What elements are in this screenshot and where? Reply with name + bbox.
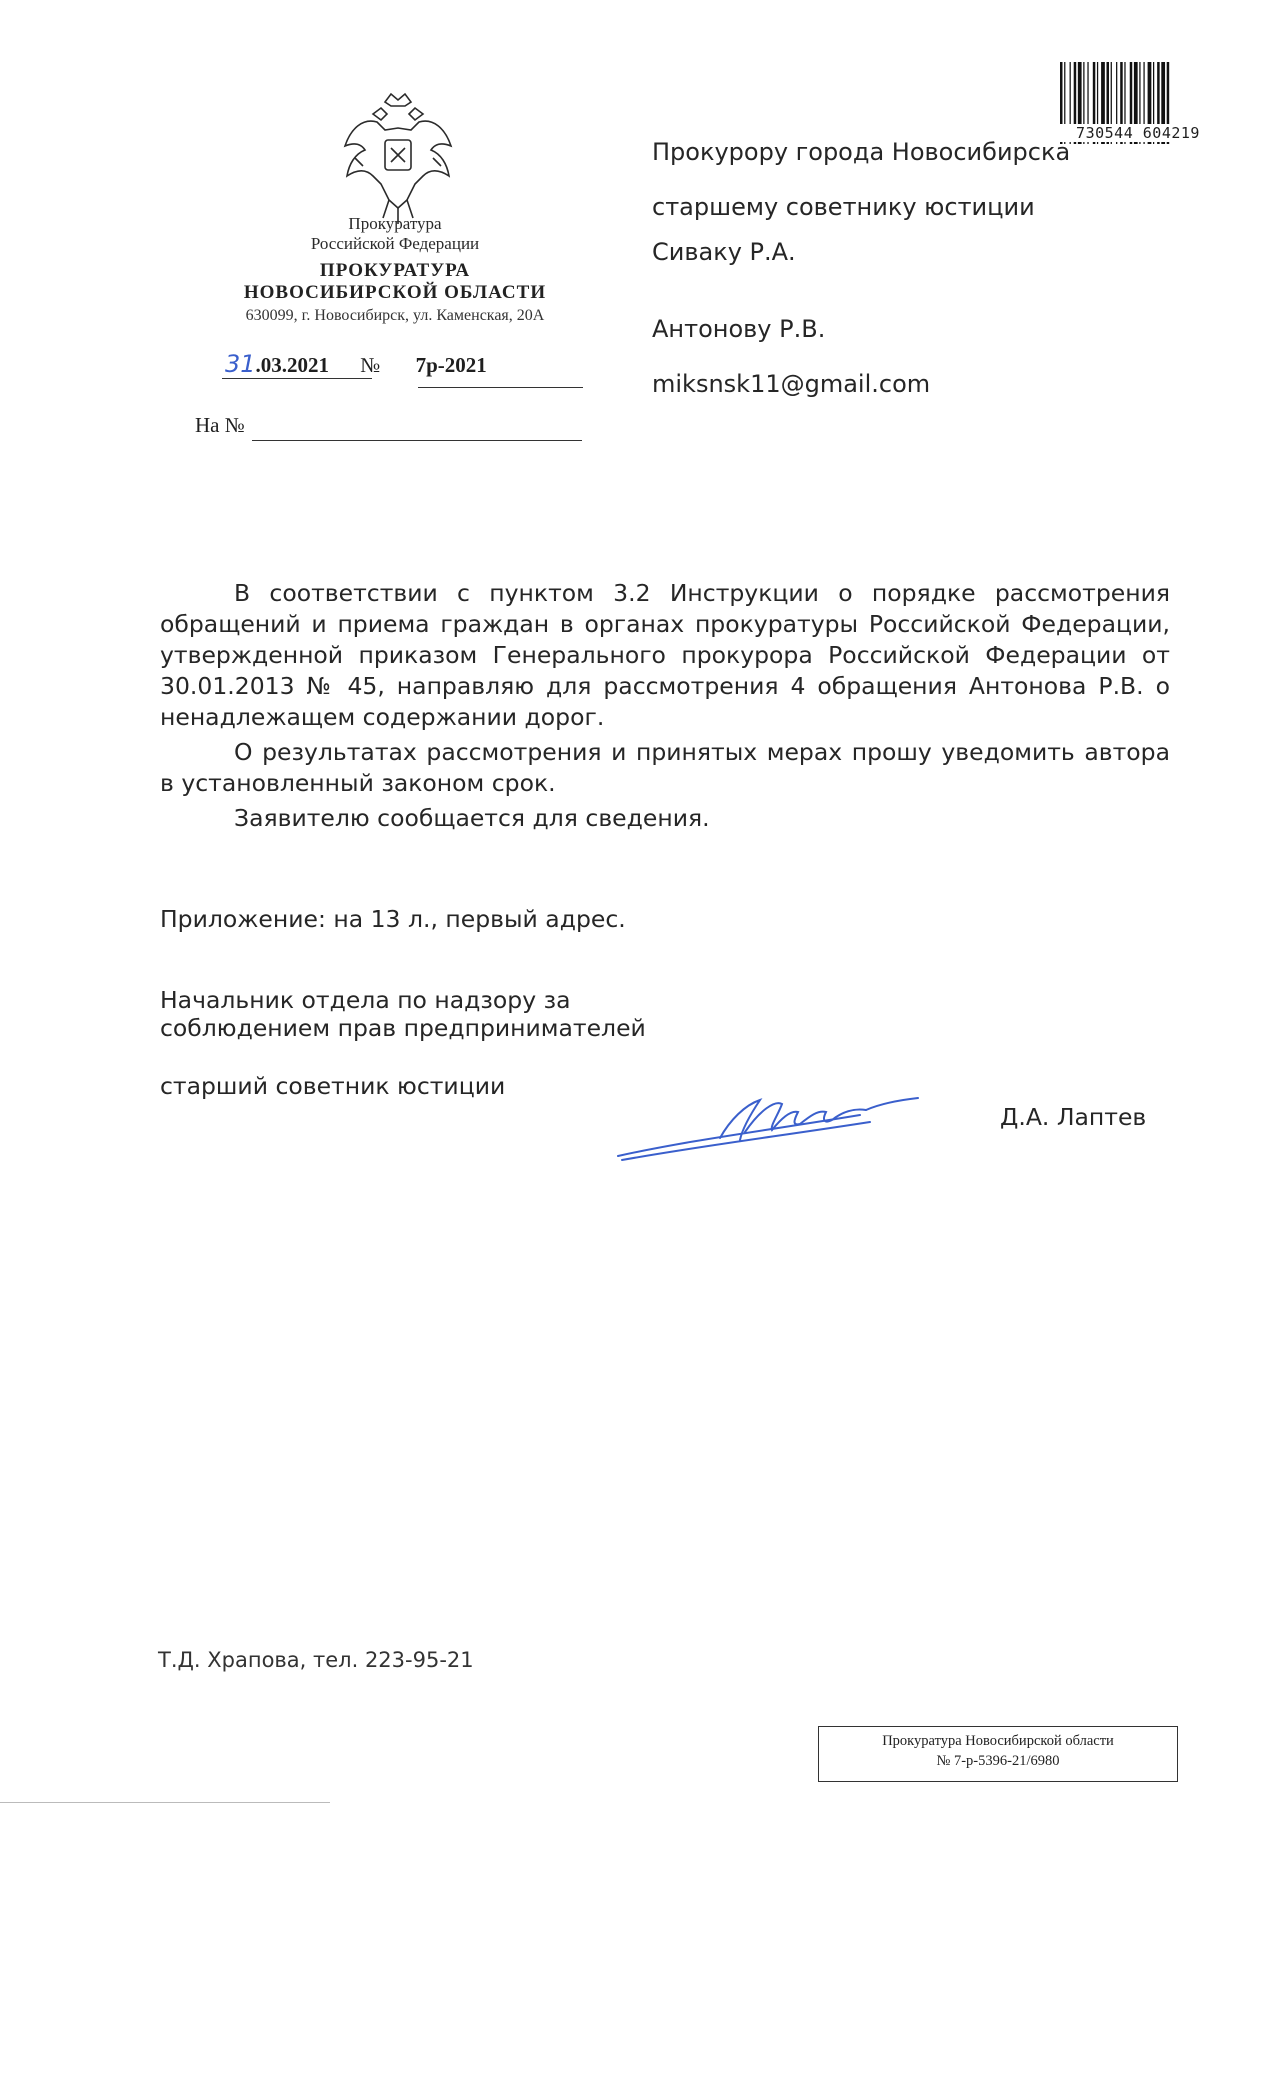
stamp-org: Прокуратура Новосибирской области <box>882 1733 1114 1749</box>
org-bold-line-1: ПРОКУРАТУРА <box>319 260 471 281</box>
addressee-line-2: старшему советнику юстиции <box>652 193 1035 221</box>
addressee-email: miksnsk11@gmail.com <box>652 370 931 398</box>
date-underline <box>222 378 372 379</box>
stamp-number: № 7-р-5396-21/6980 <box>936 1753 1060 1769</box>
body-paragraph-1: В соответствии с пунктом 3.2 Инструкции о порядке рассмотрения обращений и приема граждан в органах прокуратуры Российской Федерации, утвержденной приказом Генерального прокурора Российской Федерации от 30.01.2013 № 45, направляю для рассмотрения 4 обращения Антонова Р.В. о ненадлежащем содержании дорог. <box>160 579 1170 731</box>
number-label: № <box>360 353 381 377</box>
signer-position-line-1: Начальник отдела по надзору за <box>160 986 571 1014</box>
letter-body <box>160 578 1170 838</box>
reference-underline <box>252 440 582 441</box>
org-line-1: Прокуратура <box>348 214 442 233</box>
coat-of-arms-emblem <box>333 88 463 228</box>
signer-rank: старший советник юстиции <box>160 1072 506 1100</box>
signer-position-line-2: соблюдением прав предпринимателей <box>160 1014 646 1042</box>
date-month-year: .03.2021 <box>255 353 330 377</box>
reference-label: На № <box>195 413 245 437</box>
handwritten-day: 31 <box>225 350 256 378</box>
reference-field <box>195 413 245 438</box>
attachment-note: Приложение: на 13 л., первый адрес. <box>160 905 626 933</box>
scan-divider <box>0 1802 330 1803</box>
number-underline <box>418 387 583 388</box>
barcode-number: 730544 604219 <box>1058 124 1218 142</box>
signer-name: Д.А. Лаптев <box>1000 1103 1147 1131</box>
org-address: 630099, г. Новосибирск, ул. Каменская, 20А <box>245 307 545 324</box>
body-paragraph-3: Заявителю сообщается для сведения. <box>234 804 710 832</box>
org-bold-line-2: НОВОСИБИРСКОЙ ОБЛАСТИ <box>243 282 547 303</box>
number-value: 7р-2021 <box>415 353 487 377</box>
addressee-line-3: Сиваку Р.А. <box>652 238 796 266</box>
org-line-2: Российской Федерации <box>310 234 480 253</box>
executor-contact: Т.Д. Храпова, тел. 223-95-21 <box>158 1648 474 1672</box>
addressee-line-4: Антонову Р.В. <box>652 315 826 343</box>
registration-stamp <box>818 1726 1178 1782</box>
body-paragraph-2: О результатах рассмотрения и принятых мерах прошу уведомить автора в установленный законом срок. <box>160 738 1170 797</box>
addressee-line-1: Прокурору города Новосибирска <box>652 138 1071 166</box>
handwritten-signature <box>610 1060 980 1165</box>
outgoing-date-number <box>225 350 487 378</box>
